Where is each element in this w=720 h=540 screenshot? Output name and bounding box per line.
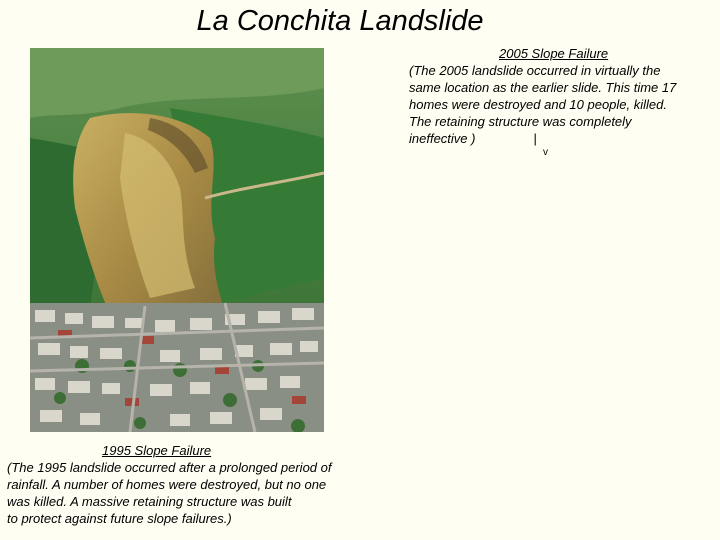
- caption-2005: [409, 45, 709, 147]
- caption-2005-heading: 2005 Slope Failure: [499, 46, 609, 61]
- arrow-down-icon: v: [543, 147, 548, 158]
- page-title: La Conchita Landslide: [196, 5, 484, 37]
- caption-2005-line: The retaining structure was completely: [409, 114, 632, 129]
- caption-2005-line: ineffective ) |: [409, 131, 537, 146]
- caption-1995-line: was killed. A massive retaining structure was built: [7, 494, 292, 509]
- landslide-aerial-photo: [30, 48, 324, 432]
- caption-2005-line: homes were destroyed and 10 people, killed.: [409, 97, 667, 112]
- caption-1995: [7, 442, 367, 527]
- caption-1995-heading: 1995 Slope Failure: [102, 443, 212, 458]
- caption-1995-line: (The 1995 landslide occurred after a prolonged period of: [7, 460, 332, 475]
- caption-2005-line: same location as the earlier slide. This time 17: [409, 80, 677, 95]
- pointer-bar: |: [533, 131, 537, 146]
- caption-1995-line: rainfall. A number of homes were destroyed, but no one: [7, 477, 327, 492]
- caption-1995-line: to protect against future slope failures.): [7, 511, 232, 526]
- caption-2005-line: (The 2005 landslide occurred in virtually the: [409, 63, 661, 78]
